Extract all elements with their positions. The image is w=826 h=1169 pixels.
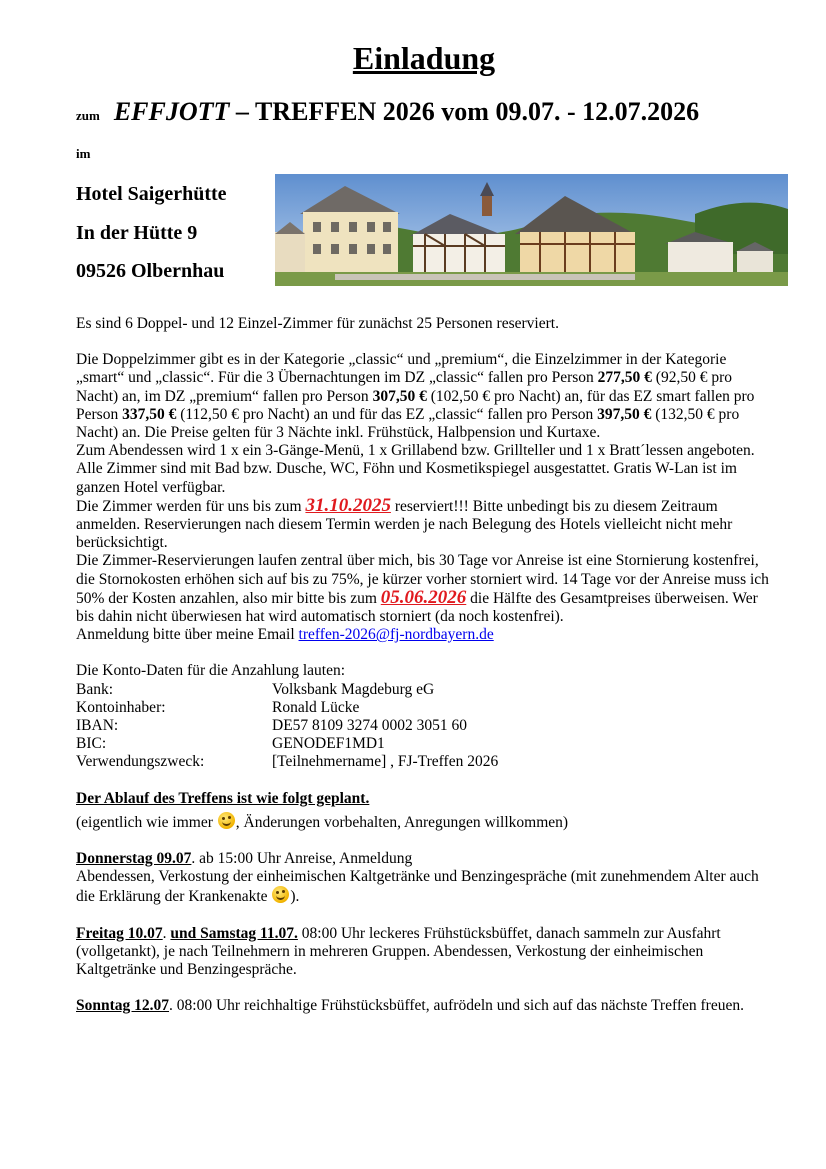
friday-heading: Freitag 10.07 (76, 924, 163, 942)
sunday-heading: Sonntag 12.07 (76, 997, 170, 1015)
price-ez-classic: 397,50 € (597, 405, 652, 423)
bank-intro: Die Konto-Daten für die Anzahlung lauten: (76, 662, 346, 680)
sunday-paragraph: Sonntag 12.07. 08:00 Uhr reichhaltige Frühstücksbüffet, aufrödeln und sich auf das nächste Treffen freuen. (76, 997, 744, 1015)
cancellation-paragraph: Die Zimmer-Reservierungen laufen zentral über mich, bis 30 Tage vor Anreise ist eine Stornierung kostenfrei, die Stornokosten erhöhen sich auf bis zu 75%, je kürzer vorher storniert wird. 14 Tage vor der Anreise muss ich 50% der Kosten anzahlen, also mir bitte bis zum 05.06.2026 die Hälfte des Gesamtpreises überweisen. Wer bis dahin nicht überwiesen hat wird automatisch storniert (da noch kostenfrei). (76, 552, 769, 626)
thursday-paragraph: Donnerstag 09.07. ab 15:00 Uhr Anreise, Anmeldung Abendessen, Verkostung der einheimischen Kaltgetränke und Benzingespräche (mit zunehmendem Alter auch die Erklärung der Krankenakte ). (76, 850, 759, 906)
bank-details (76, 681, 776, 772)
subtitle-zum: zum (76, 108, 100, 123)
price-dz-premium: 307,50 € (372, 387, 427, 405)
reservation-deadline-paragraph: Die Zimmer werden für uns bis zum 31.10.2025 reserviert!!! Bitte unbedingt bis zu diesem Zeitraum anmelden. Reservierungen nach diesem Termin werden je nach Belegung des Hotels vielleicht nicht mehr berücksichtigt. (76, 494, 733, 552)
subtitle-im: im (76, 146, 91, 161)
payment-deadline-date: 05.06.2026 (380, 586, 467, 608)
hotel-street: In der Hütte 9 (76, 222, 198, 244)
bank-row: Bank: Volksbank Magdeburg eG (76, 680, 435, 698)
bank-row: IBAN: DE57 8109 3274 0002 3051 60 (76, 717, 468, 735)
thursday-heading: Donnerstag 09.07 (76, 850, 192, 868)
hotel-photo (275, 174, 788, 286)
registration-paragraph: Anmeldung bitte über meine Email treffen-2026@fj-nordbayern.de (76, 626, 494, 644)
bank-row: Verwendungszweck: [Teilnehmername] , FJ-Treffen 2026 (76, 753, 499, 771)
dinner-paragraph: Zum Abendessen wird 1 x ein 3-Gänge-Menü, 1 x Grillabend bzw. Grillteller und 1 x Bratt´lessen angeboten. (76, 442, 755, 460)
price-ez-smart: 337,50 € (122, 405, 177, 423)
schedule-heading: Der Ablauf des Treffens ist wie folgt geplant. (76, 789, 370, 807)
email-link[interactable]: treffen-2026@fj-nordbayern.de (298, 626, 494, 644)
page-title: Einladung (352, 40, 496, 76)
saturday-heading: und Samstag 11.07. (170, 924, 298, 942)
prices-paragraph: Die Doppelzimmer gibt es in der Kategorie „classic“ und „premium“, die Einzelzimmer in der Kategorie „smart“ und „classic“. Für die 3 Übernachtungen im DZ „classic“ fallen pro Person 277,50 € (92,50 € pro Nacht) an, im DZ „premium“ fallen pro Person 307,50 € (102,50 € pro Nacht) an, für das EZ smart fallen pro Person 337,50 € (112,50 € pro Nacht) an und für das EZ „classic“ fallen pro Person 397,50 € (132,50 € pro Nacht) an. Die Preise gelten für 3 Nächte inkl. Frühstück, Halbpension und Kurtaxe. (76, 351, 755, 442)
subtitle-brand: EFFJOTT (113, 97, 230, 126)
reservation-deadline-date: 31.10.2025 (305, 494, 391, 516)
price-dz-classic: 277,50 € (597, 369, 652, 387)
rooms-summary: Es sind 6 Doppel- und 12 Einzel-Zimmer für zunächst 25 Personen reserviert. (76, 315, 559, 332)
bank-row: Kontoinhaber: Ronald Lücke (76, 698, 360, 716)
event-subtitle (76, 97, 699, 127)
smiley-icon (218, 812, 235, 829)
amenities-paragraph: Alle Zimmer sind mit Bad bzw. Dusche, WC, Föhn und Kosmetikspiegel ausgestattet. Gratis W-Lan ist im ganzen Hotel verfügbar. (76, 460, 737, 496)
friday-saturday-paragraph: Freitag 10.07. und Samstag 11.07. 08:00 Uhr leckeres Frühstücksbüffet, danach sammeln zur Ausfahrt (vollgetankt), je nach Teilnehmern in mehreren Gruppen. Abendessen, Verkostung der einheimischen Kaltgetränke und Benzingespräche. (76, 924, 721, 979)
schedule-note: (eigentlich wie immer , Änderungen vorbehalten, Anregungen willkommen) (76, 813, 569, 831)
body-text (76, 315, 776, 1016)
smiley-icon (272, 886, 289, 903)
bank-row: BIC: GENODEF1MD1 (76, 735, 385, 753)
subtitle-rest: – TREFFEN 2026 vom 09.07. - 12.07.2026 (229, 97, 700, 126)
hotel-name: Hotel Saigerhütte (76, 183, 227, 205)
hotel-city: 09526 Olbernhau (76, 260, 225, 282)
